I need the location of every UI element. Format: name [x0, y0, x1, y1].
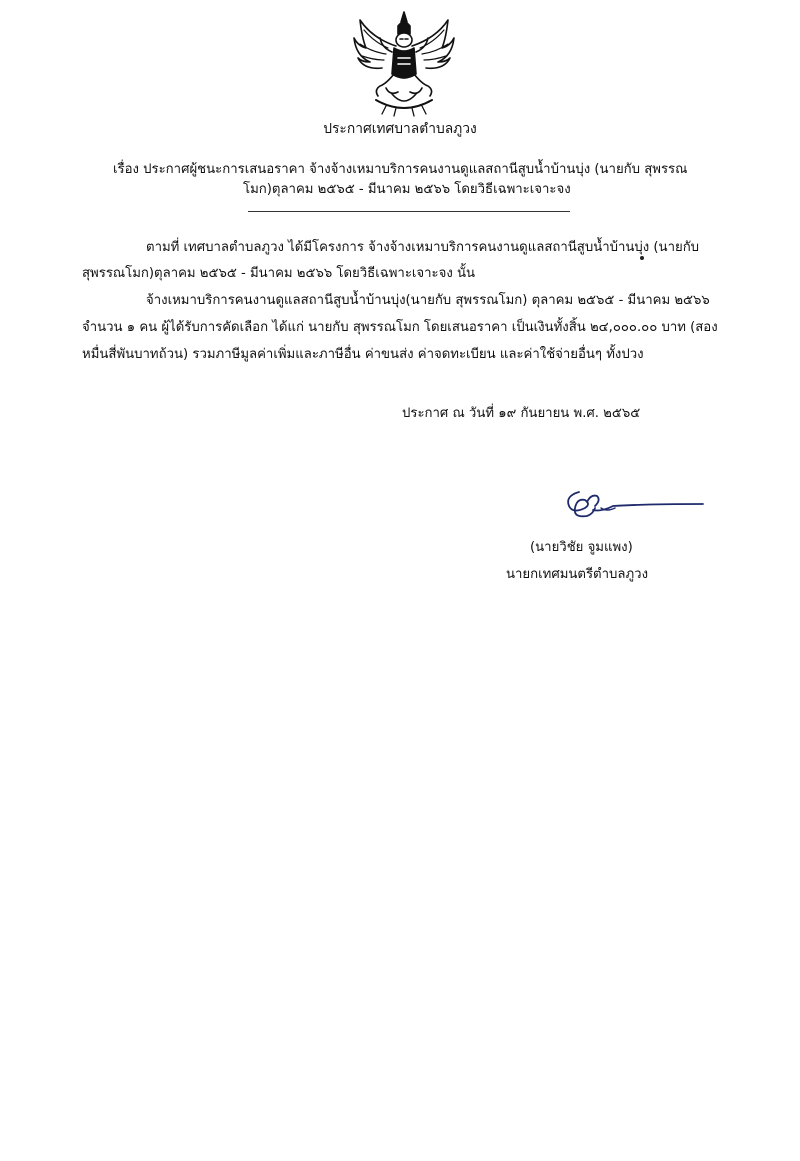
paragraph-2-line-2: จำนวน ๑ คน ผู้ได้รับการคัดเลือก ได้แก่ นายกับ สุพรรณโมก โดยเสนอราคา เป็นเงินทั้งสิ้น ๒๔,๐๐๐.๐๐ บาท (สอง: [82, 320, 718, 335]
stray-mark: [640, 256, 644, 260]
announcement-date: ประกาศ ณ วันที่ ๑๙ กันยายน พ.ศ. ๒๕๖๕: [402, 406, 641, 421]
subject-line-1: เรื่อง ประกาศผู้ชนะการเสนอราคา จ้างจ้างเหมาบริการคนงานดูแลสถานีสูบน้ำบ้านบุ่ง (นายกับ สุพรรณ: [113, 162, 688, 177]
paragraph-2-line-3: หมื่นสี่พันบาทถ้วน) รวมภาษีมูลค่าเพิ่มและภาษีอื่น ค่าขนส่ง ค่าจดทะเบียน และค่าใช้จ่ายอื่นๆ ทั้งปวง: [82, 347, 644, 362]
paragraph-2-line-1: จ้างเหมาบริการคนงานดูแลสถานีสูบน้ำบ้านบุ่ง(นายกับ สุพรรณโมก) ตุลาคม ๒๕๖๕ - มีนาคม ๒๕๖๖: [146, 293, 710, 308]
subject-line-2: โมก)ตุลาคม ๒๕๖๕ - มีนาคม ๒๕๖๖ โดยวิธีเฉพาะเจาะจง: [243, 182, 571, 197]
paragraph-1-line-2: สุพรรณโมก)ตุลาคม ๒๕๖๕ - มีนาคม ๒๕๖๖ โดยวิธีเฉพาะเจาะจง นั้น: [82, 266, 476, 281]
paragraph-1-line-1: ตามที่ เทศบาลตำบลภูวง ได้มีโครงการ จ้างจ้างเหมาบริการคนงานดูแลสถานีสูบน้ำบ้านบุ่ง (นายกับ: [146, 240, 700, 255]
announcement-title: ประกาศเทศบาลตำบลภูวง: [323, 121, 477, 137]
separator-line: [248, 211, 570, 212]
signer-name: (นายวิชัย จูมแพง): [530, 540, 633, 555]
garuda-emblem-icon: [352, 8, 456, 118]
signer-title: นายกเทศมนตรีตำบลภูวง: [506, 567, 649, 582]
handwritten-signature: [557, 482, 707, 527]
